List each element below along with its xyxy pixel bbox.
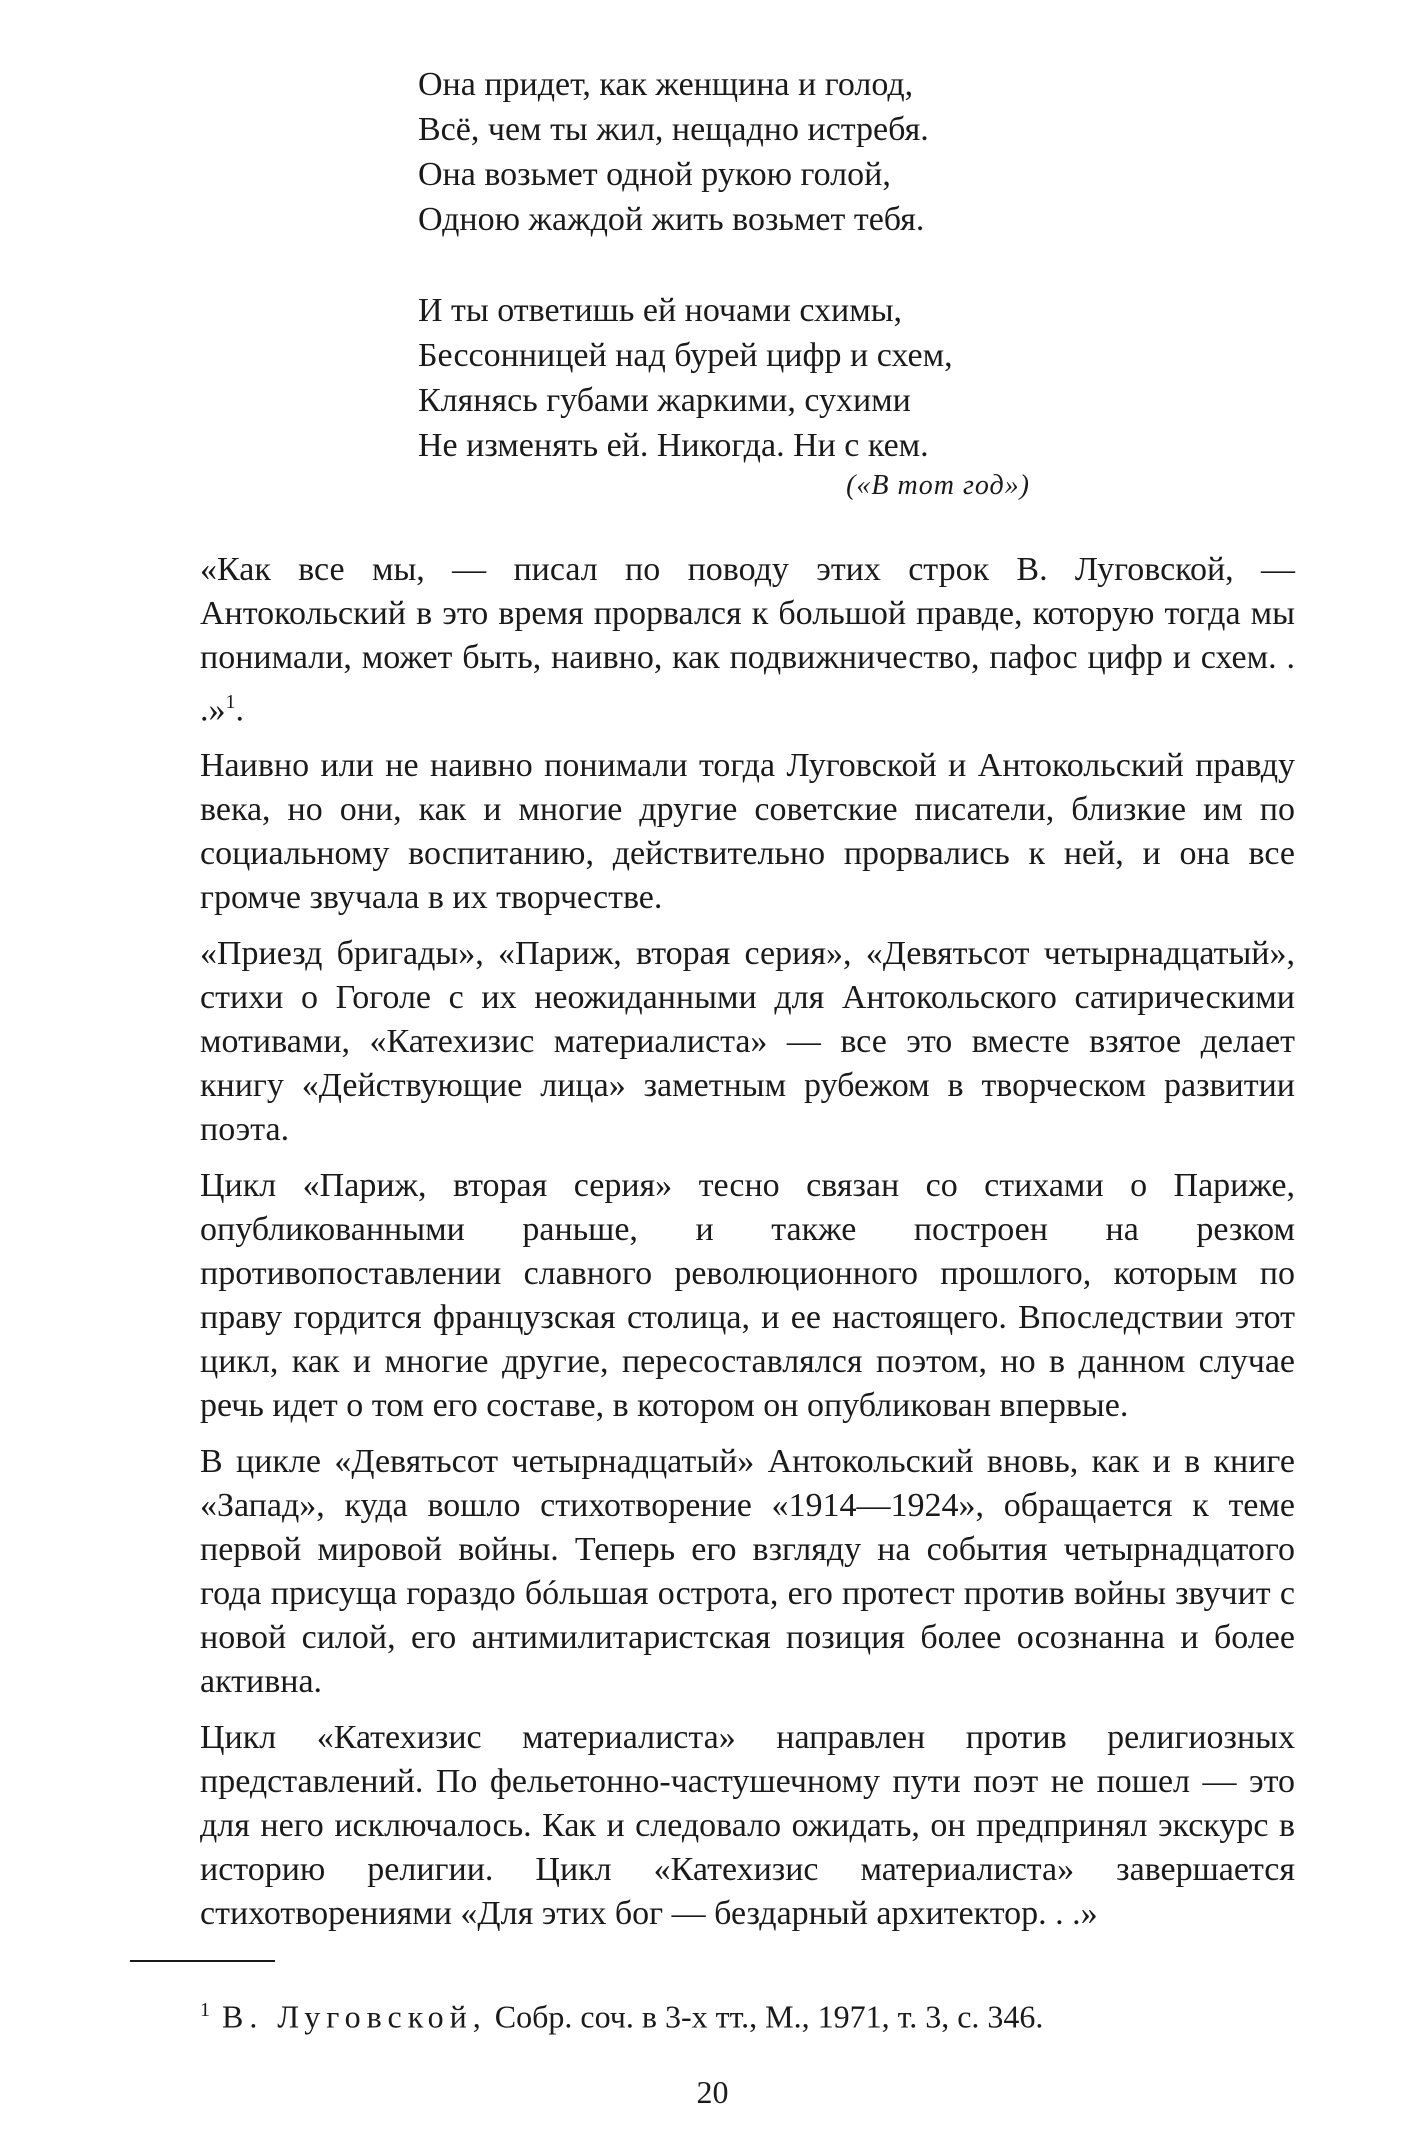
footnote-mark: 1 [200, 1999, 210, 2021]
paragraph-text: «Как все мы, — писал по поводу этих строк В. Луговской, — Антокольский в это время прорвался к большой правде, которую тогда мы понимали, может быть, наивно, как подвижничество, пафос цифр и схем. . .» [200, 551, 1295, 729]
poem-line: И ты ответишь ей ночами схимы, [418, 292, 903, 329]
poem-line: Она придет, как женщина и голод, [418, 66, 914, 103]
paragraph-text: Цикл «Париж, вторая серия» тесно связан со стихами о Париже, опубликованными раньше, и также построен на резком противопоставлении славного революционного прошлого, которым по праву гордится французская столица, и ее настоящего. Впоследствии этот цикл, как и многие другие, пересоставлялся поэтом, но в данном случае речь идет о том его составе, в котором он опубликован впервые. [200, 1167, 1295, 1425]
footnote-reference: 1 [225, 691, 236, 713]
footnote-reference-period: . [235, 691, 244, 729]
body-text [200, 548, 1295, 1948]
footnote-divider [130, 1960, 275, 1962]
poem-line: Одною жаждой жить возьмет тебя. [418, 201, 925, 238]
poem-stanza-2 [418, 288, 1038, 468]
footnote [200, 1990, 1295, 2037]
footnote-author: В. Луговской, [222, 1998, 487, 2035]
poem-line: Всё, чем ты жил, нещадно истребя. [418, 111, 929, 148]
poem-line: Она возьмет одной рукою голой, [418, 156, 891, 193]
paragraph [200, 1440, 1295, 1704]
poem-line: Клянясь губами жаркими, сухими [418, 382, 911, 419]
poem-line: Не изменять ей. Никогда. Ни с кем. [418, 427, 929, 464]
paragraph-text: «Приезд бригады», «Париж, вторая серия», «Девятьсот четырнадцатый», стихи о Гоголе с их неожиданными для Антокольского сатирическими мотивами, «Катехизис материалиста» — все это вместе взятое делает книгу «Действующие лица» заметным рубежом в творческом развитии поэта. [200, 935, 1295, 1149]
paragraph [200, 744, 1295, 920]
paragraph [200, 1716, 1295, 1936]
poem-line: Бессонницей над бурей цифр и схем, [418, 337, 953, 374]
poem-epigraph [418, 62, 1038, 468]
paragraph-text: В цикле «Девятьсот четырнадцатый» Антокольский вновь, как и в книге «Запад», куда вошло стихотворение «1914—1924», обращается к теме первой мировой войны. Теперь его взгляду на события четырнадцатого года присуща гораздо бóльшая острота, его протест против войны звучит с новой силой, его антимилитаристская позиция более осознанна и более активна. [200, 1443, 1295, 1701]
paragraph [200, 548, 1295, 732]
poem-stanza-1 [418, 62, 1038, 242]
paragraph [200, 1164, 1295, 1428]
paragraph-text: Цикл «Катехизис материалиста» направлен против религиозных представлений. По фельетонно-частушечному пути поэт не пошел — это для него исключалось. Как и следовало ожидать, он предпринял экскурс в историю религии. Цикл «Катехизис материалиста» завершается стихотворениями «Для этих бог — бездарный архитектор. . .» [200, 1719, 1295, 1933]
paragraph [200, 932, 1295, 1152]
footnote-text: Собр. соч. в 3-х тт., М., 1971, т. 3, с. 346. [494, 1998, 1044, 2035]
poem-attribution: («В тот год») [846, 470, 1030, 501]
paragraph-text: Наивно или не наивно понимали тогда Луговской и Антокольский правду века, но они, как и многие другие советские писатели, близкие им по социальному воспитанию, действительно прорвались к ней, и она все громче звучала в их творчестве. [200, 747, 1295, 917]
page-number: 20 [696, 2074, 729, 2110]
